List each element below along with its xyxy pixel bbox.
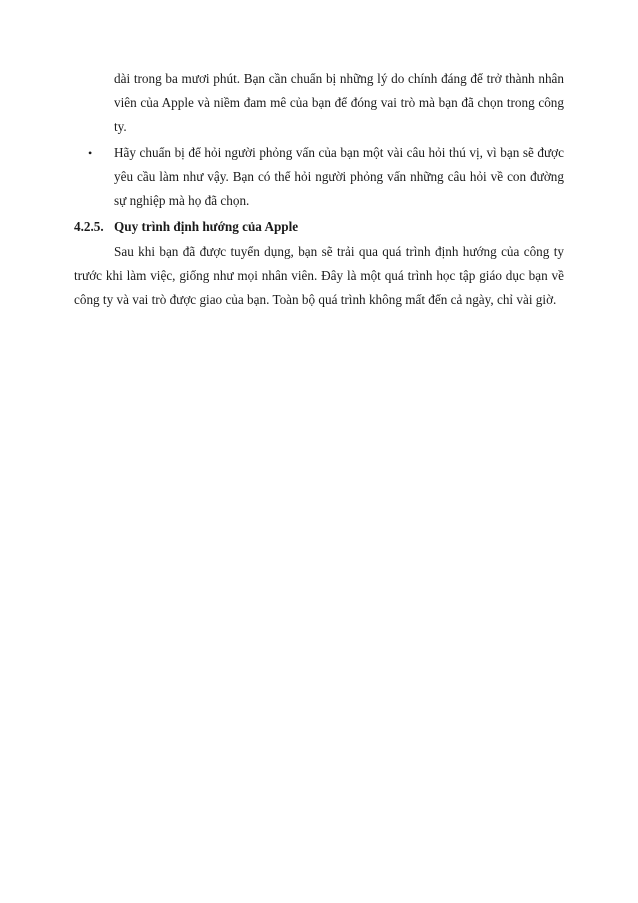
section-title: Quy trình định hướng của Apple — [114, 219, 299, 234]
body-paragraph: Sau khi bạn đã được tuyển dụng, bạn sẽ trải qua quá trình định hướng của công ty trước khi làm việc, giống như mọi nhân viên. Đây là một quá trình học tập giáo dục bạn về công ty và vai trò được giao của bạn. Toàn bộ quá trình không mất đến cả ngày, chỉ vài giờ. — [74, 244, 564, 308]
section-heading — [74, 215, 564, 239]
bullet-text: Hãy chuẩn bị để hỏi người phỏng vấn của bạn một vài câu hỏi thú vị, vì bạn sẽ được yêu cầu làm như vậy. Bạn có thể hỏi người phỏng vấn những câu hỏi về con đường sự nghiệp mà họ đã chọn. — [114, 145, 564, 209]
continuation-paragraph: dài trong ba mươi phút. Bạn cần chuẩn bị những lý do chính đáng để trở thành nhân viên của Apple và niềm đam mê của bạn để đóng vai trò mà bạn đã chọn trong công ty. — [114, 71, 564, 135]
bullet-icon: • — [88, 146, 93, 160]
section-number: 4.2.5. — [74, 219, 104, 234]
bullet-list-item — [74, 141, 564, 214]
